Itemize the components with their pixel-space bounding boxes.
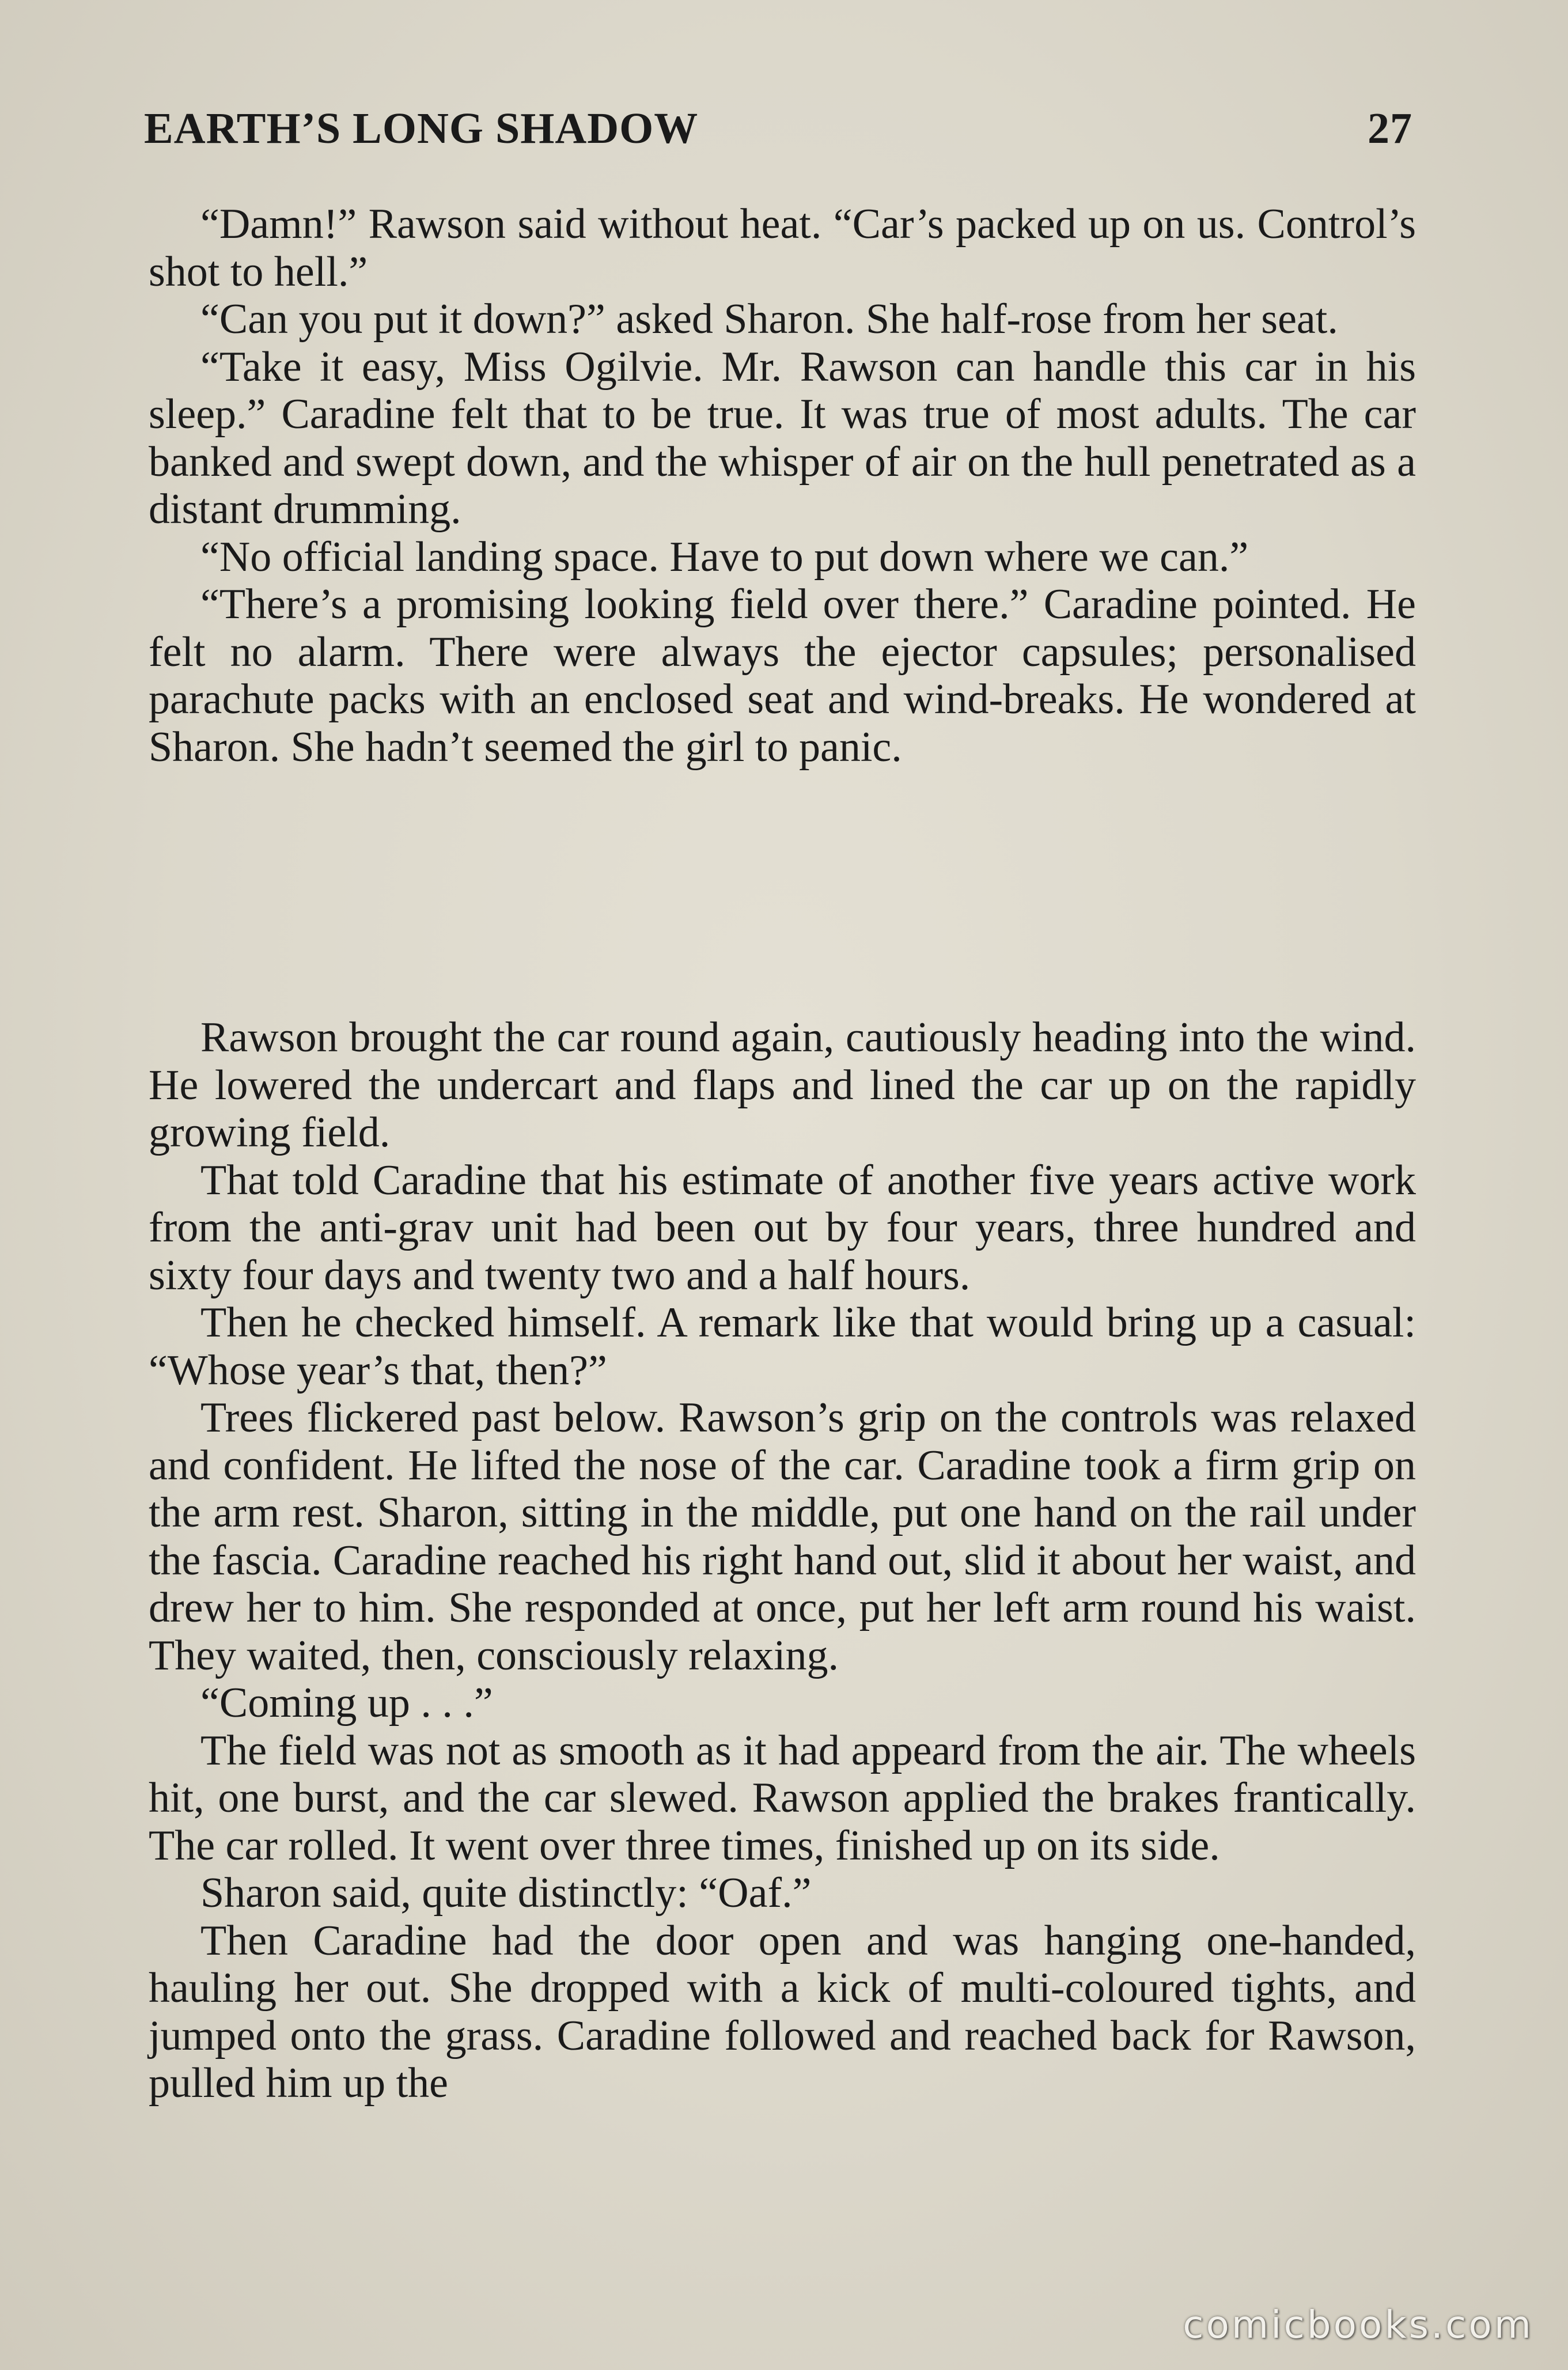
paragraph: The field was not as smooth as it had appeard from the air. The wheels hit, one burst, and the car slewed. Rawson applied the brakes frantically. The car rolled. It went over three times, finished up on its side. (149, 1727, 1416, 1869)
page-number: 27 (1368, 104, 1412, 153)
paragraph: Rawson brought the car round again, cautiously heading into the wind. He lowered the undercart and flaps and lined the car up on the rapidly growing field. (149, 1014, 1416, 1156)
paragraph: Sharon said, quite distinctly: “Oaf.” (200, 1869, 812, 1917)
paragraph: Then Caradine had the door open and was hanging one-handed, hauling her out. She dropped with a kick of multi-coloured tights, and jumped onto the grass. Caradine followed and reached back for Rawson, pulled him up the (149, 1917, 1416, 2107)
paragraph: “Coming up . . .” (200, 1679, 493, 1727)
book-title: EARTH’S LONG SHADOW (144, 104, 699, 153)
paragraph: “Can you put it down?” asked Sharon. She half-rose from her seat. (200, 296, 1338, 343)
paragraph: “Damn!” Rawson said without heat. “Car’s packed up on us. Control’s shot to hell.” (149, 200, 1416, 296)
text-section-1 (149, 200, 1416, 771)
running-header (144, 104, 1412, 167)
paragraph: “No official landing space. Have to put down where we can.” (200, 533, 1249, 581)
paragraph: That told Caradine that his estimate of another five years active work from the anti-grav unit had been out by four years, three hundred and sixty four days and twenty two and a half hours. (149, 1156, 1416, 1299)
watermark: comicbooks.com (1183, 2303, 1533, 2347)
paragraph: “There’s a promising looking field over there.” Caradine pointed. He felt no alarm. There were always the ejector capsules; personalised parachute packs with an enclosed seat and wind-breaks. He wondered at Sharon. She hadn’t seemed the girl to panic. (149, 581, 1416, 771)
paragraph: “Take it easy, Miss Ogilvie. Mr. Rawson can handle this car in his sleep.” Caradine felt that to be true. It was true of most adults. The car banked and swept down, and the whisper of air on the hull penetrated as a distant drumming. (149, 343, 1416, 533)
paragraph: Trees flickered past below. Rawson’s grip on the controls was relaxed and confident. He lifted the nose of the car. Caradine took a firm grip on the arm rest. Sharon, sitting in the middle, put one hand on the rail under the fascia. Caradine reached his right hand out, slid it about her waist, and drew her to him. She responded at once, put her left arm round his waist. They waited, then, consciously relaxing. (149, 1394, 1416, 1679)
paragraph: Then he checked himself. A remark like that would bring up a casual: “Whose year’s that, then?” (149, 1299, 1416, 1394)
text-section-2 (149, 1014, 1416, 2107)
